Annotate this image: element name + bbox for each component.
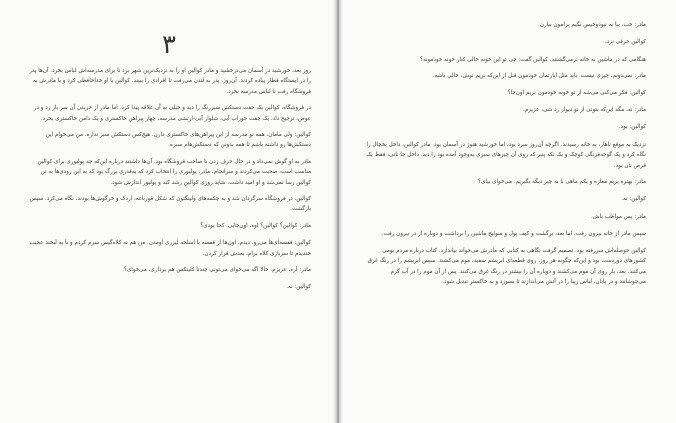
left-paragraph-3: کوالین: ولی مامان، همه تو مدرسه از این پیراهن‌های خاکستری دارن. هیچ‌کس دستکش سبز نداره. من می‌خوام این دستکش‌ها رو داشته باشم تا همه بدونن که دستکش‌هام سبزه. bbox=[45, 132, 311, 149]
right-paragraph-9: مادر: بهتره بریم مغازه و یکم ماهی با به چیز دیگه بگیریم. می‌خوای بیای؟ bbox=[478, 179, 646, 186]
left-paragraph-8: مادر: آره، عزیزم. حالا اگه می‌خوای می‌تونی چندتا کلینکس هم برداری، می‌خوای؟ bbox=[123, 267, 311, 274]
right-paragraph-13: کوالین حوصله‌اش سررفته بود. تصمیم گرفت نگاهی به کتابی که مادرش می‌خواند بیاندازد. کتاب درباره مردم بومی کشورهای دوردست بود و این‌که چگونه هر روز، روی قطعه‌ای ابریشم سفید، موم می‌کشند. سپس ابریشم را در رنگ غرق می‌کنند. بعد، بار روی آن موم می‌کشند و دوباره آن را بیشتر در رنگ غرق می‌کنند. پس از آن موم را در آب گرم می‌جوشانند و در پایان، لباس زیبا را در آتش می‌اندازند تا بسوزد و به خاکستر تبدیل شود. bbox=[367, 247, 646, 285]
right-paragraph-7: کوالین: بود. bbox=[618, 124, 646, 131]
left-paragraph-5: کوالین، در فروشگاه سرگردان شد و به چکمه‌های ولینگتون که شکل قورباغه، اردک و خرگوش‌ها بودند، نگاه می‌کرد. سپس بازگشت. bbox=[29, 196, 311, 213]
chapter-number: ٣ bbox=[162, 30, 176, 60]
left-page bbox=[0, 0, 333, 423]
right-paragraph-6: مادر: نه، مگه این‌که بتونی از تو دیوار رد شی، عزیزم. bbox=[523, 107, 646, 114]
right-paragraph-8: نزدیک به موقع ناهار، به خانه رسیدند. اگرچه آن‌روز سرد بود، اما خورشید هنوز در آسمان بود. مادر کوالین، داخل یخچال را نگاه کرد و یک گوجه‌فرنگی کوچک و یک تکه پنیر که روی آن چیزهای سبزی به‌وجود آمده بود را دید. داخل جا نانی، فقط یک قرص نان بود. bbox=[366, 141, 646, 169]
right-paragraph-10: کوالین: نه. bbox=[621, 196, 646, 203]
left-paragraph-7: کوالین: قفسه‌ای‌ها می‌رو، دیدم، اون‌ها از قفسه با اسلحه لیزری اومدن. من هم به کلاه‌گیس سرم کردم و با یه لبخند عجیب خندیدم تا سربازی کلاه برام، بعدش فرار کردن. bbox=[29, 240, 311, 257]
right-page bbox=[343, 0, 676, 423]
right-paragraph-12: سپس مادر از خانه بیرون رفت، اما بعد، برگشت و کیف پول و سوئیچ ماشین را برداشت و دوباره از در بیرون رفت. bbox=[381, 231, 646, 238]
right-paragraph-3: هنگامی که در ماشین به خانه برمی‌گشتند، کوالین گفت: چی تو این خونه خالی کنار خونه خودمونه؟ bbox=[420, 56, 646, 63]
left-paragraph-4: مادر به او گوش نمی‌داد و در حال حرف زدن با صاحب فروشگاه بود. آن‌ها داشتند درباره این‌که چه پولیوری برای کوالین مناسب است، صحبت می‌کردند و سرانجام، مادر، پولیوری را انتخاب کرد که به‌قدری بزرگ بود که به این زودی‌ها به تن کوالین رسا نمی‌شد و او امید داشت، شاید روزی کوالین رشد کند و پولیور اندازش شود. bbox=[37, 158, 311, 186]
right-paragraph-5: کوالین: فکر می‌کنی می‌شه از تو خونه خودمون بریم اون‌جا؟ bbox=[507, 89, 646, 96]
right-paragraph-1: مادر: خب، بیا به نیودوخیس بگیم پرامون بیارن. bbox=[538, 22, 646, 28]
right-paragraph-2: کوالین حرفی نزد. bbox=[604, 39, 646, 46]
right-paragraph-4: مادر: نمی‌دونم، چیزی نیست. باید مثل اپارتمان خودمون قبل از این‌که بریم توش، خالی باشه. bbox=[432, 73, 646, 80]
left-paragraph-6: مادر: کوالین؟ کوالین؟ اوه، اون‌جایی. کجا بودی؟ bbox=[200, 222, 311, 229]
left-paragraph-9: کوالین: نه. bbox=[286, 283, 311, 290]
book-gutter bbox=[333, 0, 343, 423]
right-paragraph-11: مادر: پس مواظب باش. bbox=[590, 213, 646, 220]
left-paragraph-1: روز بعد، خورشید در آسمان می‌درخشید و مادر کوالین او را به نزدیک‌ترین شهر برد تا برای مدرسه‌اش لباس بخرد. آن‌ها پدر را در ایستگاه قطار پیاده کردند. آن‌روز، پدر به لندن می‌رفت تا افرادی را ببیند. کوالین با او خداحافظی کرد و با مادرش به فروشگاه رفت تا لباس مدرسه بخرد. bbox=[29, 68, 311, 95]
left-paragraph-2: در فروشگاه، کوالین یک جفت دستکش سبزرنگ را دید و خیلی به آن علاقه پیدا کرد. اما مادر از خریدن آن سر باز زد و در عوض، ترجیح داد، یک جفت جوراب آبی، شلوار آبی-ارتشی مدرسه، چهار پیراهن خاکستری و یک دامن خاکستری بخرد. bbox=[33, 105, 311, 122]
